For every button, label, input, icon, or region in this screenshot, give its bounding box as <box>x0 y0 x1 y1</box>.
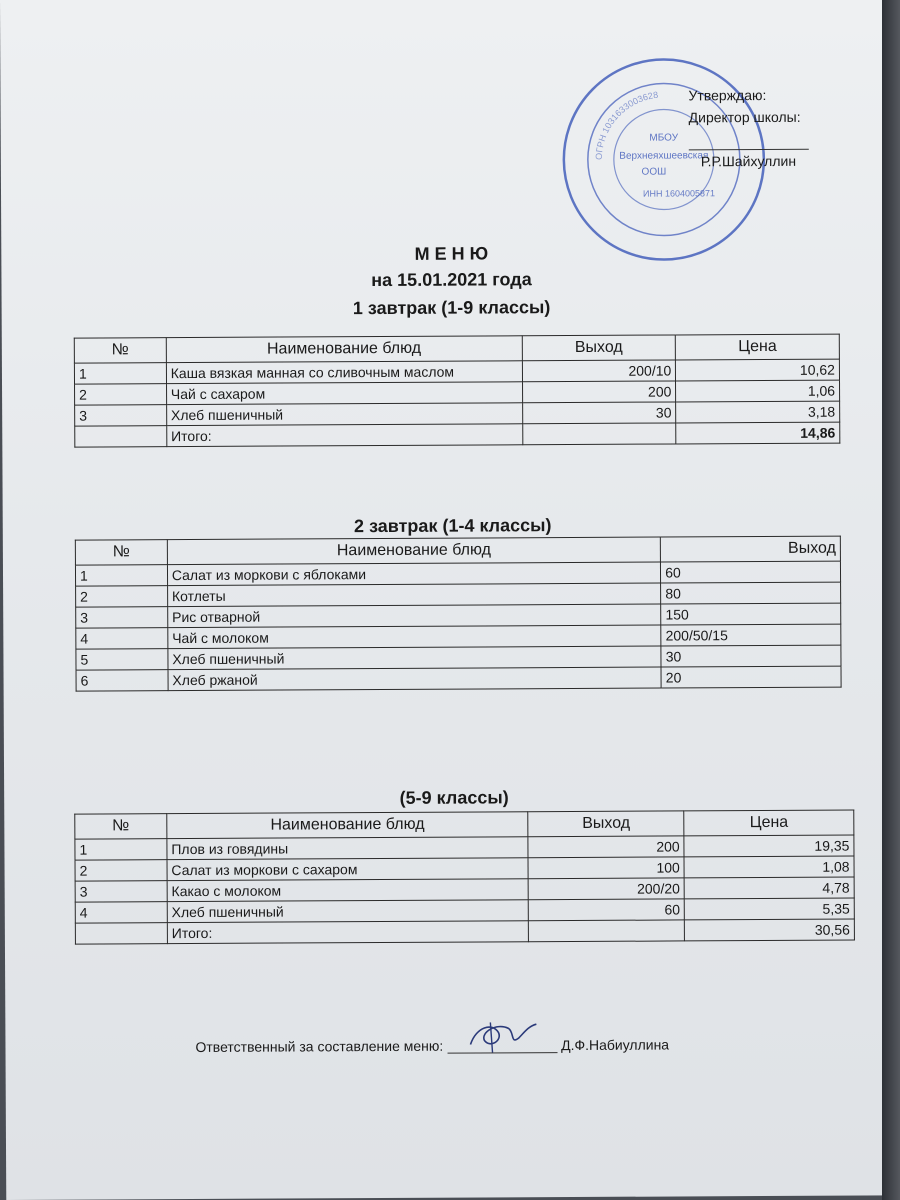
col-header-price: Цена <box>676 334 840 360</box>
dish-name: Хлеб пшеничный <box>167 900 529 923</box>
section3-heading: (5-9 классы) <box>399 787 509 808</box>
dish-output: 60 <box>661 561 841 583</box>
col-header-name: Наименование блюд <box>167 537 660 565</box>
dish-price: 19,35 <box>684 835 854 857</box>
dish-name: Хлеб пшеничный <box>166 403 522 426</box>
footer-name: Д.Ф.Набиуллина <box>561 1036 670 1054</box>
row-number: 4 <box>76 628 168 649</box>
footer-responsible <box>195 1037 669 1055</box>
total-value: 30,56 <box>685 919 855 941</box>
approve-label: Утверждаю: <box>688 86 767 104</box>
empty-cell <box>75 426 167 447</box>
director-label: Директор школы: <box>688 108 801 126</box>
approval-block <box>688 84 808 173</box>
dish-output: 100 <box>528 857 684 879</box>
dish-output: 60 <box>529 899 685 921</box>
dish-price: 1,08 <box>684 856 854 878</box>
total-row <box>75 422 840 447</box>
menu-title: М Е Н Ю <box>414 243 489 264</box>
dish-name: Рис отварной <box>168 604 661 628</box>
director-signature-line <box>689 135 809 151</box>
dish-name: Хлеб ржаной <box>168 667 661 691</box>
total-label: Итого: <box>167 424 523 447</box>
dish-price: 5,35 <box>684 898 854 920</box>
breakfast2-table <box>75 536 842 692</box>
table-row <box>76 666 841 691</box>
empty-cell <box>75 923 167 944</box>
dish-price: 3,18 <box>676 401 840 423</box>
dish-price: 10,62 <box>676 359 840 381</box>
handwritten-signature-icon <box>462 1018 542 1054</box>
row-number: 3 <box>75 881 167 902</box>
dish-output: 200/50/15 <box>661 624 841 646</box>
row-number: 5 <box>76 649 168 670</box>
dish-output: 200/20 <box>529 878 685 900</box>
col-header-number: № <box>75 540 167 565</box>
total-label: Итого: <box>167 921 529 944</box>
svg-text:ОГРН 1031633003628: ОГРН 1031633003628 <box>593 89 659 161</box>
row-number: 2 <box>75 860 167 881</box>
col-header-name: Наименование блюд <box>166 336 522 363</box>
director-name: Р.Р.Шайхуллин <box>700 152 797 170</box>
dish-name: Чай с молоком <box>168 625 661 649</box>
footer-label: Ответственный за составление меню: <box>195 1037 444 1055</box>
section1-heading: 1 завтрак (1-9 классы) <box>352 297 551 319</box>
dish-name: Салат из моркови с сахаром <box>167 858 529 881</box>
breakfast3-table <box>74 810 855 945</box>
col-header-output: Выход <box>661 536 841 562</box>
dish-name: Плов из говядины <box>167 837 529 860</box>
row-number: 6 <box>76 670 168 691</box>
row-number: 2 <box>76 586 168 607</box>
col-header-price: Цена <box>684 810 854 836</box>
empty-cell <box>529 920 685 942</box>
dish-name: Чай с сахаром <box>166 382 522 405</box>
footer-signature-line <box>447 1038 557 1054</box>
col-header-number: № <box>75 814 167 839</box>
dish-output: 200/10 <box>522 360 676 382</box>
dish-name: Котлеты <box>167 583 660 607</box>
dish-name: Каша вязкая манная со сливочным маслом <box>166 361 522 384</box>
table-edge-background <box>882 0 900 1200</box>
dish-output: 80 <box>661 582 841 604</box>
row-number: 1 <box>75 839 167 860</box>
row-number: 1 <box>74 363 166 384</box>
row-number: 4 <box>75 902 167 923</box>
col-header-output: Выход <box>528 811 684 837</box>
col-header-name: Наименование блюд <box>167 812 529 839</box>
svg-text:МБОУ: МБОУ <box>649 132 679 144</box>
dish-output: 30 <box>522 402 676 424</box>
dish-output: 200 <box>528 836 684 858</box>
total-value: 14,86 <box>676 422 840 444</box>
svg-text:ООШ: ООШ <box>641 166 667 178</box>
svg-text:Верхнеяхшеевская: Верхнеяхшеевская <box>619 150 709 162</box>
dish-output: 30 <box>661 645 841 667</box>
dish-price: 4,78 <box>684 877 854 899</box>
svg-text:ИНН 1604005871: ИНН 1604005871 <box>642 188 716 199</box>
empty-cell <box>522 423 676 445</box>
dish-output: 200 <box>522 381 676 403</box>
col-header-output: Выход <box>522 335 676 361</box>
col-header-number: № <box>74 338 166 363</box>
row-number: 2 <box>75 384 167 405</box>
dish-output: 20 <box>661 666 841 688</box>
total-row <box>75 919 854 944</box>
row-number: 1 <box>75 565 167 586</box>
dish-price: 1,06 <box>676 380 840 402</box>
dish-output: 150 <box>661 603 841 625</box>
dish-name: Хлеб пшеничный <box>168 646 661 670</box>
row-number: 3 <box>76 607 168 628</box>
dish-name: Какао с молоком <box>167 879 529 902</box>
menu-date: на 15.01.2021 года <box>371 269 532 291</box>
dish-name: Салат из моркови с яблоками <box>167 562 660 586</box>
row-number: 3 <box>75 405 167 426</box>
section2-heading: 2 завтрак (1-4 классы) <box>353 515 552 537</box>
breakfast1-table <box>74 334 841 448</box>
